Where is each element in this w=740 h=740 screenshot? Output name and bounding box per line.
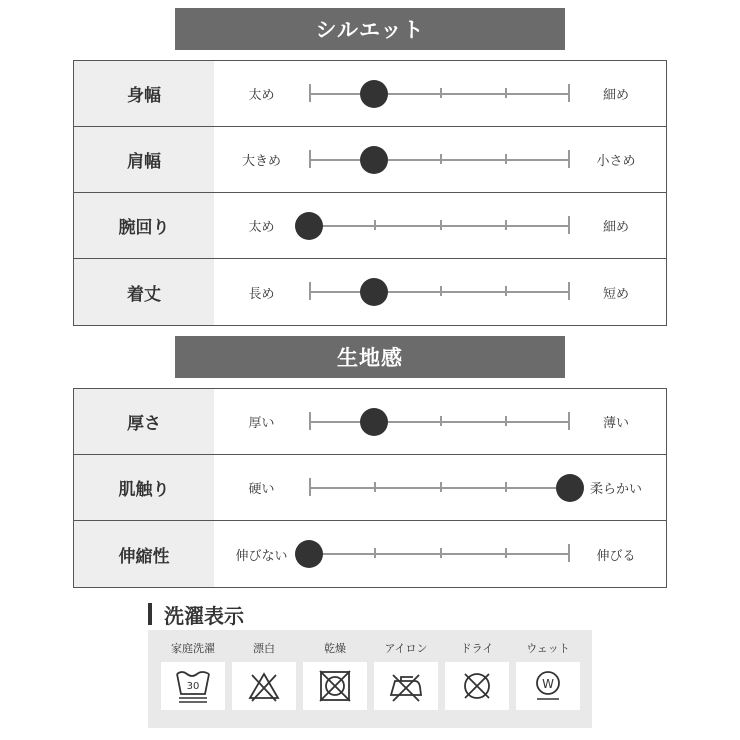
scale-tick <box>440 286 442 296</box>
silhouette-table <box>73 60 667 326</box>
scale-tick <box>374 482 376 492</box>
scale-body <box>214 259 666 325</box>
scale-line <box>309 553 570 555</box>
scale-body <box>214 127 666 192</box>
row-label: 着丈 <box>74 259 214 325</box>
scale-tick <box>309 478 311 496</box>
no-tumble-dry-icon <box>303 662 367 710</box>
wash-30-icon <box>161 662 225 710</box>
silhouette-header-text: シルエット <box>315 18 425 42</box>
care-item-iron <box>374 630 438 728</box>
care-label: ウェット <box>526 642 570 655</box>
row-label: 厚さ <box>74 389 214 454</box>
scale-tick <box>505 88 507 98</box>
care-title-text: 洗濯表示 <box>164 603 244 628</box>
texture-table <box>73 388 667 588</box>
wet-clean-letter: W <box>542 677 554 691</box>
care-item-bleach <box>232 630 296 728</box>
care-label: 家庭洗濯 <box>171 642 215 655</box>
scale-row <box>74 389 666 455</box>
scale-tick <box>440 220 442 230</box>
wet-clean-icon <box>516 662 580 710</box>
scale-left-label: 厚い <box>248 416 275 431</box>
scale-marker <box>295 540 323 568</box>
scale-tick <box>374 220 376 230</box>
scale-line <box>309 291 570 293</box>
scale-tick <box>440 88 442 98</box>
scale-left-label: 太め <box>248 220 275 235</box>
scale-body <box>214 455 666 520</box>
scale-right-label: 細め <box>602 88 629 103</box>
scale-row <box>74 455 666 521</box>
scale-right-label: 短め <box>602 286 629 302</box>
scale-left-label: 伸びない <box>235 548 288 564</box>
scale-tick <box>440 482 442 492</box>
scale-line <box>309 487 570 489</box>
row-label: 肩幅 <box>74 127 214 192</box>
scale-row <box>74 193 666 259</box>
scale-right-label: 小さめ <box>596 154 636 169</box>
no-bleach-icon <box>232 662 296 710</box>
scale-tick <box>309 84 311 102</box>
scale-tick <box>440 416 442 426</box>
care-symbols-panel <box>148 630 592 728</box>
scale-right-label: 伸びる <box>596 548 636 564</box>
row-label: 腕回り <box>74 193 214 258</box>
row-label: 肌触り <box>74 455 214 520</box>
care-label: 乾燥 <box>324 642 346 655</box>
scale-tick <box>505 548 507 558</box>
scale-marker <box>360 80 388 108</box>
scale-left-label: 太め <box>248 88 275 103</box>
scale-tick <box>440 154 442 164</box>
scale-body <box>214 61 666 126</box>
scale-tick <box>309 150 311 168</box>
scale-row <box>74 259 666 325</box>
scale-left-label: 大きめ <box>241 154 281 169</box>
scale-left-label: 硬い <box>248 482 275 497</box>
scale-tick <box>309 412 311 430</box>
scale-body <box>214 521 666 587</box>
scale-row <box>74 521 666 587</box>
scale-marker <box>360 408 388 436</box>
row-label: 身幅 <box>74 61 214 126</box>
scale-tick <box>374 548 376 558</box>
scale-tick <box>505 482 507 492</box>
scale-left-label: 長め <box>248 286 275 302</box>
scale-tick <box>309 282 311 300</box>
scale-body <box>214 389 666 454</box>
scale-row <box>74 61 666 127</box>
scale-right-label: 細め <box>602 220 629 235</box>
care-label: ドライ <box>460 642 494 655</box>
scale-tick <box>505 154 507 164</box>
care-item-dry <box>303 630 367 728</box>
care-item-wash <box>161 630 225 728</box>
scale-line <box>309 421 570 423</box>
scale-line <box>309 159 570 161</box>
no-iron-icon <box>374 662 438 710</box>
scale-right-label: 柔らかい <box>589 482 642 497</box>
scale-tick <box>505 286 507 296</box>
texture-header-text: 生地感 <box>337 346 403 370</box>
wash-temp-text: 30 <box>186 681 200 692</box>
care-item-wet <box>516 630 580 728</box>
care-label: アイロン <box>384 642 428 655</box>
no-dry-clean-icon <box>445 662 509 710</box>
care-label: 漂白 <box>253 642 275 655</box>
scale-tick <box>505 416 507 426</box>
silhouette-header <box>175 8 565 50</box>
texture-header <box>175 336 565 378</box>
scale-line <box>309 93 570 95</box>
care-title-bar <box>148 603 152 625</box>
care-title <box>148 600 244 628</box>
scale-marker <box>360 278 388 306</box>
scale-tick <box>505 220 507 230</box>
scale-marker <box>360 146 388 174</box>
scale-tick <box>440 548 442 558</box>
scale-row <box>74 127 666 193</box>
row-label: 伸縮性 <box>74 521 214 587</box>
scale-line <box>309 225 570 227</box>
scale-body <box>214 193 666 258</box>
scale-marker <box>295 212 323 240</box>
scale-right-label: 薄い <box>602 416 629 431</box>
care-item-dry-clean <box>445 630 509 728</box>
